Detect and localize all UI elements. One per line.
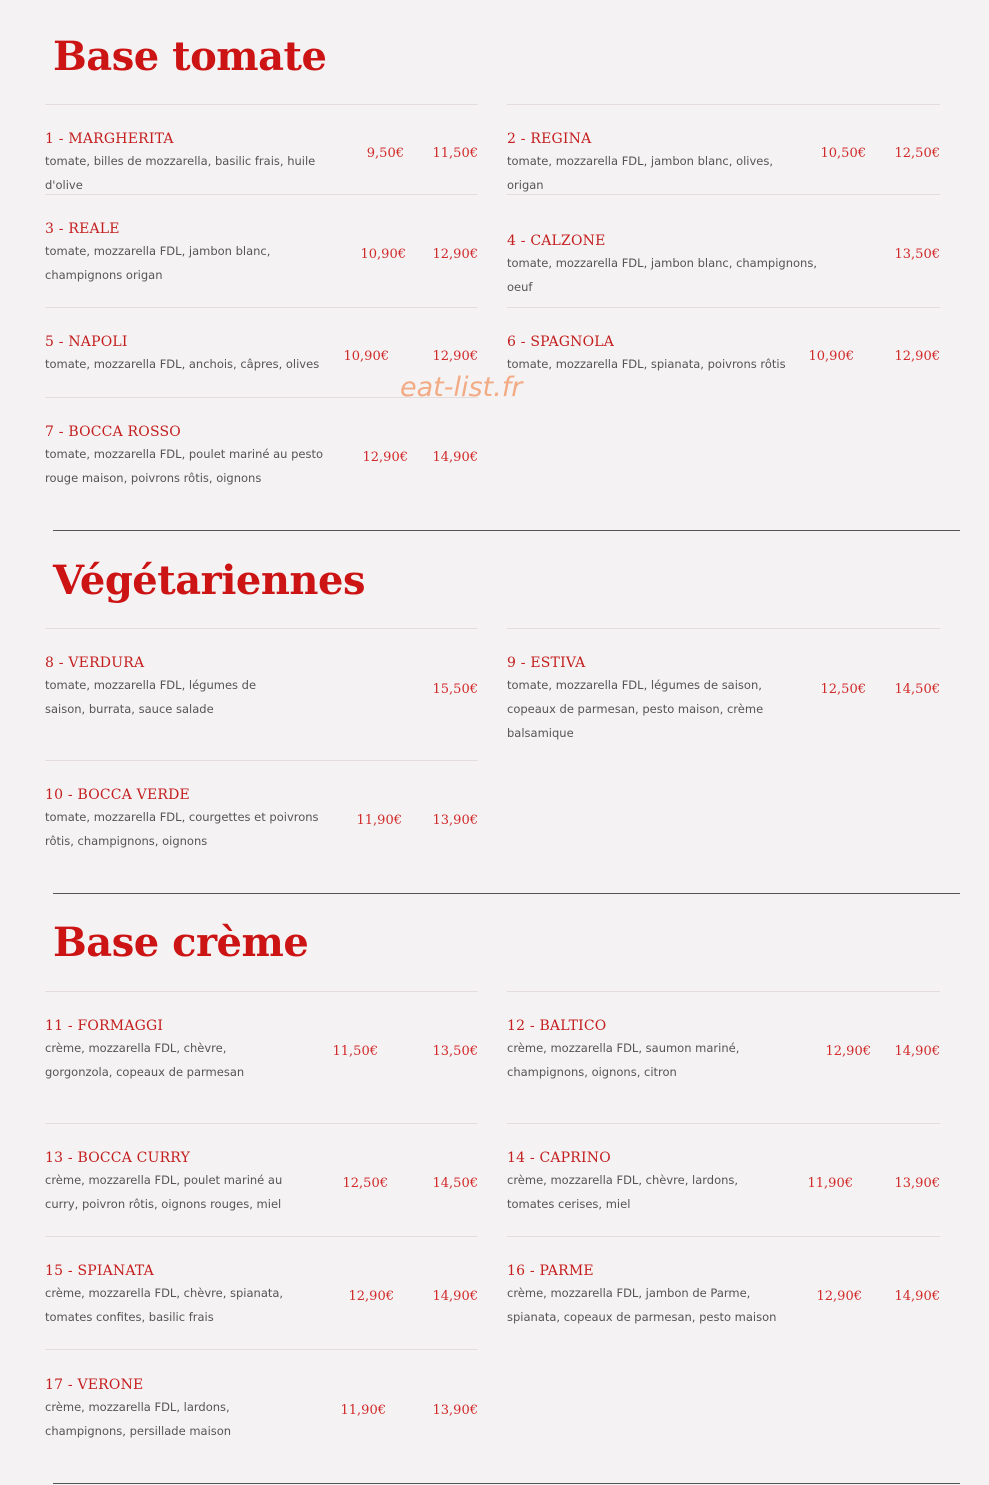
item-price-small: 12,90€	[825, 1044, 871, 1059]
item-price-small: 12,90€	[362, 450, 408, 465]
item-price-small: 10,90€	[808, 349, 854, 364]
row-divider	[45, 194, 478, 195]
item-description: tomate, billes de mozzarella, basilic frais, huile d'olive	[45, 154, 316, 192]
section-title-vegetariennes: Végétariennes	[53, 557, 365, 604]
item-description: tomate, mozzarella FDL, spianata, poivrons rôtis	[507, 357, 786, 371]
item-price-small: 12,90€	[816, 1289, 862, 1304]
menu-item-caprino	[507, 1149, 777, 1216]
menu-item-regina	[507, 130, 797, 197]
item-description: tomate, mozzarella FDL, jambon blanc, olives, origan	[507, 154, 774, 192]
item-description: crème, mozzarella FDL, chèvre, spianata, tomates confites, basilic frais	[45, 1286, 284, 1324]
menu-item-margherita	[45, 130, 345, 197]
item-name: 1 - MARGHERITA	[45, 131, 174, 147]
watermark: eat-list.fr	[400, 372, 523, 403]
row-divider	[507, 1123, 940, 1124]
menu-item-bocca-verde	[45, 786, 337, 853]
item-name: 5 - NAPOLI	[45, 334, 128, 350]
row-divider	[45, 1123, 478, 1124]
item-price-small: 11,90€	[807, 1176, 853, 1191]
item-description: crème, mozzarella FDL, poulet mariné au curry, poivron rôtis, oignons rouges, miel	[45, 1173, 283, 1211]
menu-item-reale	[45, 220, 340, 287]
row-divider	[45, 104, 478, 105]
menu-item-formaggi	[45, 1017, 295, 1084]
item-name: 8 - VERDURA	[45, 655, 145, 671]
item-price-large: 15,50€	[432, 682, 478, 697]
menu-item-calzone	[507, 232, 837, 299]
item-price-large: 13,90€	[894, 1176, 940, 1191]
item-price-small: 10,90€	[343, 349, 389, 364]
section-separator	[53, 1483, 960, 1484]
row-divider	[507, 307, 940, 308]
item-description: crème, mozzarella FDL, lardons, champignons, persillade maison	[45, 1400, 232, 1438]
item-name: 9 - ESTIVA	[507, 655, 586, 671]
row-divider	[507, 991, 940, 992]
item-price-large: 12,90€	[432, 247, 478, 262]
item-description: tomate, mozzarella FDL, légumes de saison, burrata, sauce salade	[45, 678, 257, 716]
item-name: 17 - VERONE	[45, 1377, 144, 1393]
row-divider	[45, 760, 478, 761]
item-price-large: 11,50€	[432, 146, 478, 161]
menu-item-verdura	[45, 654, 295, 721]
row-divider	[45, 991, 478, 992]
item-name: 15 - SPIANATA	[45, 1263, 154, 1279]
row-divider	[45, 1236, 478, 1237]
item-price-small: 9,50€	[366, 146, 404, 161]
row-divider	[45, 307, 478, 308]
item-price-large: 13,50€	[894, 247, 940, 262]
item-name: 2 - REGINA	[507, 131, 592, 147]
item-price-small: 10,50€	[820, 146, 866, 161]
item-price-large: 14,50€	[432, 1176, 478, 1191]
item-name: 4 - CALZONE	[507, 233, 606, 249]
item-description: tomate, mozzarella FDL, légumes de saison, copeaux de parmesan, pesto maison, crème balsamique	[507, 678, 764, 740]
item-description: crème, mozzarella FDL, chèvre, lardons, tomates cerises, miel	[507, 1173, 739, 1211]
section-title-base-creme: Base crème	[53, 919, 309, 966]
menu-item-bocca-rosso	[45, 423, 343, 490]
row-divider	[507, 628, 940, 629]
item-name: 7 - BOCCA ROSSO	[45, 424, 181, 440]
item-description: crème, mozzarella FDL, chèvre, gorgonzola, copeaux de parmesan	[45, 1041, 245, 1079]
item-description: tomate, mozzarella FDL, jambon blanc, champignons, oeuf	[507, 256, 817, 294]
item-name: 12 - BALTICO	[507, 1018, 607, 1034]
menu-item-spianata	[45, 1262, 325, 1329]
section-separator	[53, 530, 960, 531]
menu-item-verone	[45, 1376, 307, 1443]
item-description: crème, mozzarella FDL, jambon de Parme, spianata, copeaux de parmesan, pesto maison	[507, 1286, 777, 1324]
item-price-small: 11,90€	[340, 1403, 386, 1418]
item-name: 11 - FORMAGGI	[45, 1018, 164, 1034]
item-price-large: 14,90€	[432, 450, 478, 465]
item-price-small: 12,90€	[348, 1289, 394, 1304]
item-price-large: 14,90€	[894, 1289, 940, 1304]
section-title-base-tomate: Base tomate	[53, 33, 327, 80]
item-description: tomate, mozzarella FDL, jambon blanc, champignons origan	[45, 244, 271, 282]
item-price-small: 12,50€	[342, 1176, 388, 1191]
row-divider	[45, 1349, 478, 1350]
item-description: crème, mozzarella FDL, saumon mariné, champignons, oignons, citron	[507, 1041, 740, 1079]
item-price-large: 14,90€	[894, 1044, 940, 1059]
item-price-large: 13,90€	[432, 813, 478, 828]
item-name: 14 - CAPRINO	[507, 1150, 611, 1166]
item-description: tomate, mozzarella FDL, courgettes et poivrons rôtis, champignons, oignons	[45, 810, 319, 848]
item-name: 16 - PARME	[507, 1263, 594, 1279]
item-price-small: 11,50€	[332, 1044, 378, 1059]
item-price-large: 14,50€	[894, 682, 940, 697]
item-price-small: 10,90€	[360, 247, 406, 262]
row-divider	[507, 194, 940, 195]
menu-item-bocca-curry	[45, 1149, 310, 1216]
row-divider	[507, 104, 940, 105]
menu-item-parme	[507, 1262, 792, 1329]
item-price-large: 12,90€	[432, 349, 478, 364]
item-description: tomate, mozzarella FDL, poulet mariné au pesto rouge maison, poivrons rôtis, oignons	[45, 447, 324, 485]
item-price-small: 11,90€	[356, 813, 402, 828]
item-name: 10 - BOCCA VERDE	[45, 787, 190, 803]
item-description: tomate, mozzarella FDL, anchois, câpres, olives	[45, 357, 320, 371]
item-price-large: 12,90€	[894, 349, 940, 364]
item-name: 3 - REALE	[45, 221, 120, 237]
item-price-large: 13,90€	[432, 1403, 478, 1418]
item-price-large: 13,50€	[432, 1044, 478, 1059]
menu-item-baltico	[507, 1017, 807, 1084]
item-name: 6 - SPAGNOLA	[507, 334, 615, 350]
item-price-large: 12,50€	[894, 146, 940, 161]
row-divider	[45, 628, 478, 629]
item-price-small: 12,50€	[820, 682, 866, 697]
item-price-large: 14,90€	[432, 1289, 478, 1304]
section-separator	[53, 893, 960, 894]
menu-item-estiva	[507, 654, 797, 745]
menu-item-spagnola	[507, 333, 797, 376]
menu-item-napoli	[45, 333, 335, 376]
item-name: 13 - BOCCA CURRY	[45, 1150, 191, 1166]
row-divider	[507, 1236, 940, 1237]
